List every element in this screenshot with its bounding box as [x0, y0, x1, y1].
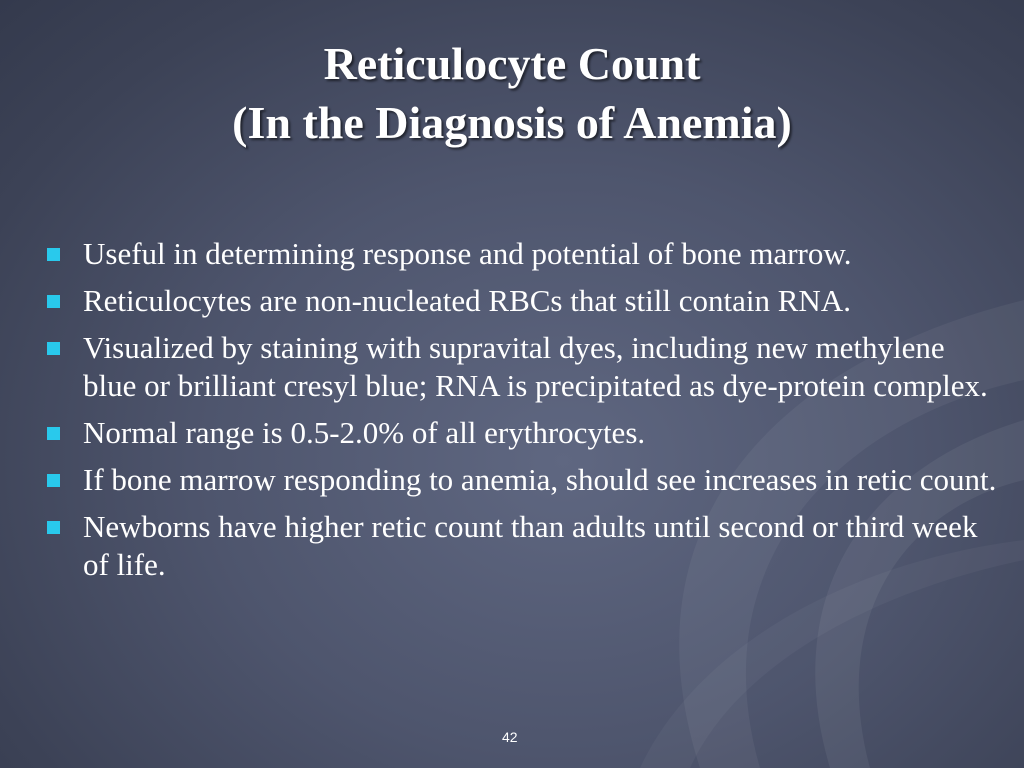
bullet-item — [42, 508, 1002, 584]
bullet-item — [42, 414, 1002, 452]
square-bullet-icon — [47, 342, 60, 355]
bullet-text: If bone marrow responding to anemia, should see increases in retic count. — [83, 462, 997, 497]
bullet-text: Visualized by staining with supravital dyes, including new methylene blue or brilliant cresyl blue; RNA is precipitated as dye-protein complex. — [83, 330, 988, 403]
bullet-list — [42, 235, 1002, 593]
bullet-item — [42, 282, 1002, 320]
bullet-text: Newborns have higher retic count than adults until second or third week of life. — [83, 509, 978, 582]
square-bullet-icon — [47, 295, 60, 308]
square-bullet-icon — [47, 474, 60, 487]
bullet-text: Useful in determining response and potential of bone marrow. — [83, 236, 852, 271]
square-bullet-icon — [47, 427, 60, 440]
bullet-item — [42, 235, 1002, 273]
square-bullet-icon — [47, 248, 60, 261]
title-line-1: Reticulocyte Count — [323, 38, 701, 89]
bullet-item — [42, 329, 1002, 405]
title-line-2: (In the Diagnosis of Anemia) — [232, 97, 792, 148]
page-number: 42 — [502, 729, 518, 745]
bullet-item — [42, 461, 1002, 499]
bullet-text: Normal range is 0.5-2.0% of all erythrocytes. — [83, 415, 646, 450]
square-bullet-icon — [47, 521, 60, 534]
slide-title — [0, 34, 1024, 152]
bullet-text: Reticulocytes are non-nucleated RBCs that still contain RNA. — [83, 283, 851, 318]
